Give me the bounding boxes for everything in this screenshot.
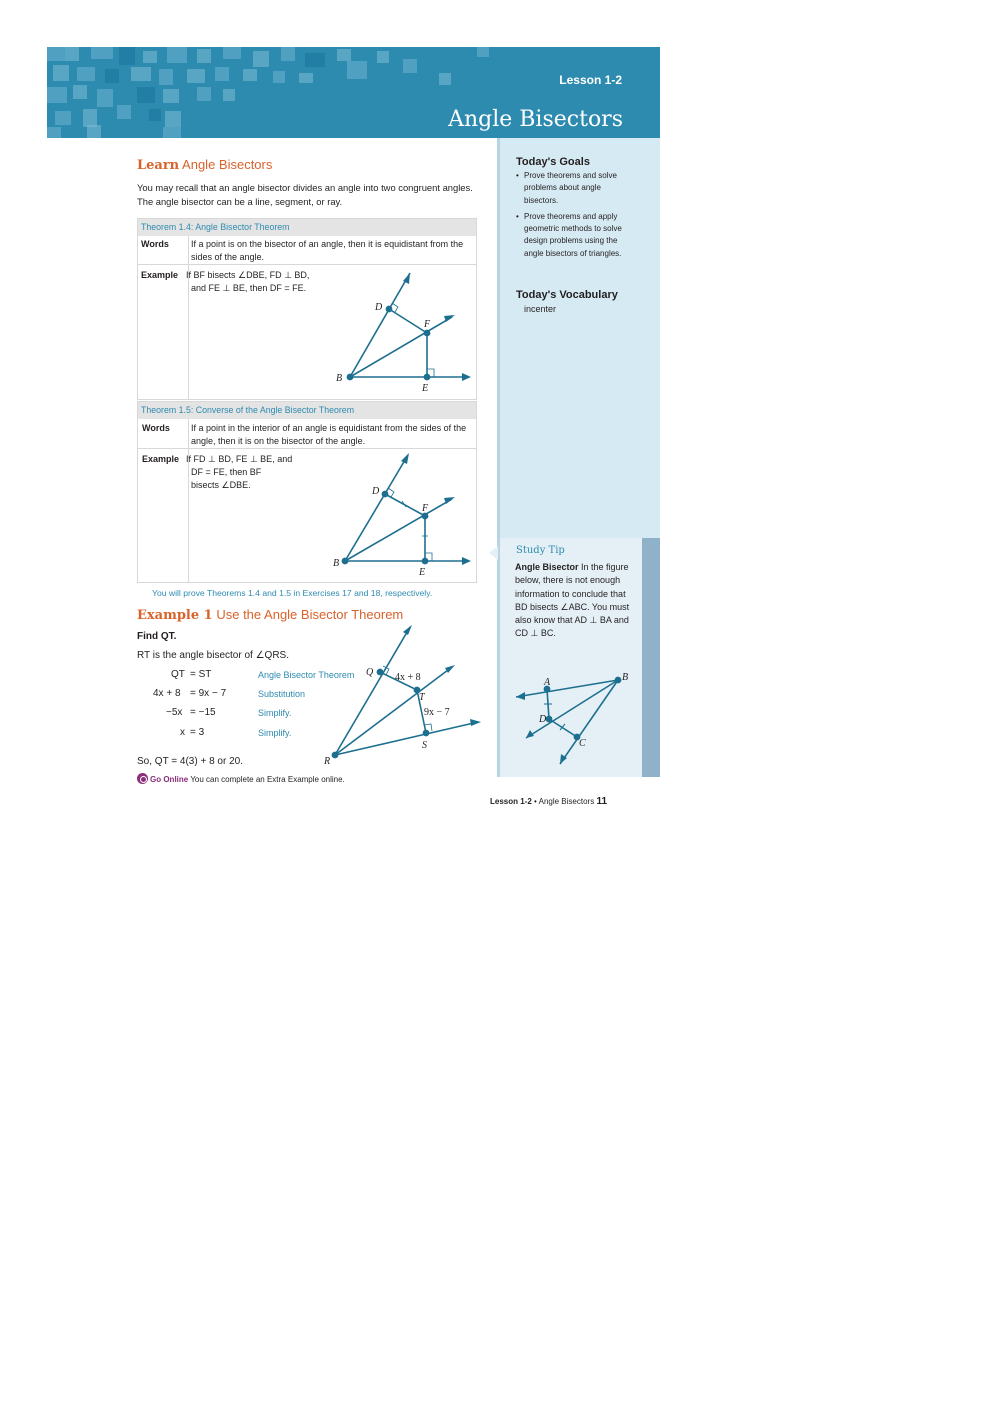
ex-point-r: R [324,756,331,767]
t1-point-b: B [336,373,343,384]
example-1-figure [320,625,485,765]
go-online-link[interactable]: Go Online You can complete an Extra Example online. [137,773,345,784]
tip-point-d: D [539,714,547,725]
step-reason: Simplify. [258,728,292,738]
page-footer [490,796,607,807]
theorem-1-5-example-line1: If FD ⊥ BD, FE ⊥ BE, and [186,454,293,464]
example-1-heading: Example 1 Use the Angle Bisector Theorem [137,607,404,623]
theorem-1-5-example-line2: DF = FE, then BF [191,467,262,477]
example-label: Example [142,454,180,464]
example-1-conclusion: So, QT = 4(3) + 8 or 20. [137,756,243,767]
go-online-icon [137,773,148,784]
ex-point-q: Q [366,667,374,678]
step-lhs: −5x [166,707,183,718]
goals-heading: Today's Goals [516,156,590,168]
footer-title: Angle Bisectors [538,797,595,806]
words-label: Words [141,239,169,249]
t2-point-b: B [333,558,340,569]
theorem-1-4-example-line1: If BF bisects ∠DBE, FD ⊥ BD, [186,270,310,280]
footer-lesson: Lesson 1-2 [490,797,532,806]
t1-point-f: F [424,319,431,330]
lesson-title: Angle Bisectors [448,107,623,132]
lesson-label: Lesson 1-2 [559,73,622,87]
page-number: 11 [596,796,608,807]
ex-label-qt: 4x + 8 [395,672,421,683]
goal-item: • Prove theorems and solve problems about angle bisectors. [516,170,626,207]
t1-point-d: D [375,302,383,313]
step-rhs: = ST [190,669,212,680]
study-tip-heading: Study Tip [516,545,565,556]
tip-point-b: B [622,672,629,683]
theorem-1-5-example-line3: bisects ∠DBE. [191,480,251,490]
t2-point-e: E [419,567,426,578]
ex-label-ts: 9x − 7 [424,707,450,718]
step-rhs: = 3 [190,727,205,738]
theorem-1-4-example-line2: and FE ⊥ BE, then DF = FE. [191,283,307,293]
lesson-banner [47,47,660,138]
theorem-1-4-words: If a point is on the bisector of an angle, then it is equidistant from the sides of the angle. [191,239,464,262]
ex-point-s: S [422,740,427,751]
vocabulary-term: incenter [524,304,557,314]
study-tip-term: Angle Bisector [515,562,579,572]
step-reason: Substitution [258,689,306,699]
learn-intro: You may recall that an angle bisector divides an angle into two congruent angles. The angle bisector can be a line, segment, or ray. [137,182,473,207]
goals-list [516,170,626,264]
footer-separator: • [534,797,537,806]
step-rhs: = 9x − 7 [190,688,227,699]
step-reason: Angle Bisector Theorem [258,670,355,680]
step-rhs: = −15 [190,707,216,718]
prove-note: You will prove Theorems 1.4 and 1.5 in Exercises 17 and 18, respectively. [152,588,433,598]
step-lhs: 4x + 8 [153,688,181,699]
example-label: Example [141,270,179,280]
study-tip-pointer [489,546,498,560]
theorem-1-5-title: Theorem 1.5: Converse of the Angle Bisector Theorem [138,402,476,419]
theorem-1-5-figure [330,450,480,580]
t2-point-f: F [422,503,429,514]
learn-heading: Learn Angle Bisectors [137,157,273,173]
theorem-1-5-words: If a point in the interior of an angle is equidistant from the sides of the angle, then it is on the bisector of the angle. [191,423,467,446]
tip-point-a: A [544,677,551,688]
t1-point-e: E [422,383,429,394]
theorem-1-4-figure [330,265,480,395]
example-1-find: Find QT. [137,631,177,642]
step-reason: Simplify. [258,708,292,718]
study-tip-figure [500,660,650,775]
vocabulary-heading: Today's Vocabulary [516,289,618,301]
words-label: Words [142,423,170,433]
step-lhs: x [180,727,185,738]
study-tip-body: In the figure below, there is not enough information to conclude that BD bisects ∠ABC. You must also know that AD ⊥ BA and CD ⊥ BC. [515,562,630,639]
t2-point-d: D [372,486,380,497]
goal-item: • Prove theorems and apply geometric methods to solve design problems using the angle bisectors of triangles. [516,211,626,260]
tip-point-c: C [579,738,586,749]
step-lhs: QT [171,669,185,680]
theorem-1-4-title: Theorem 1.4: Angle Bisector Theorem [138,219,476,236]
study-tip-text [515,561,633,641]
ex-point-t: T [419,692,425,703]
example-1-given: RT is the angle bisector of ∠QRS. [137,650,289,661]
